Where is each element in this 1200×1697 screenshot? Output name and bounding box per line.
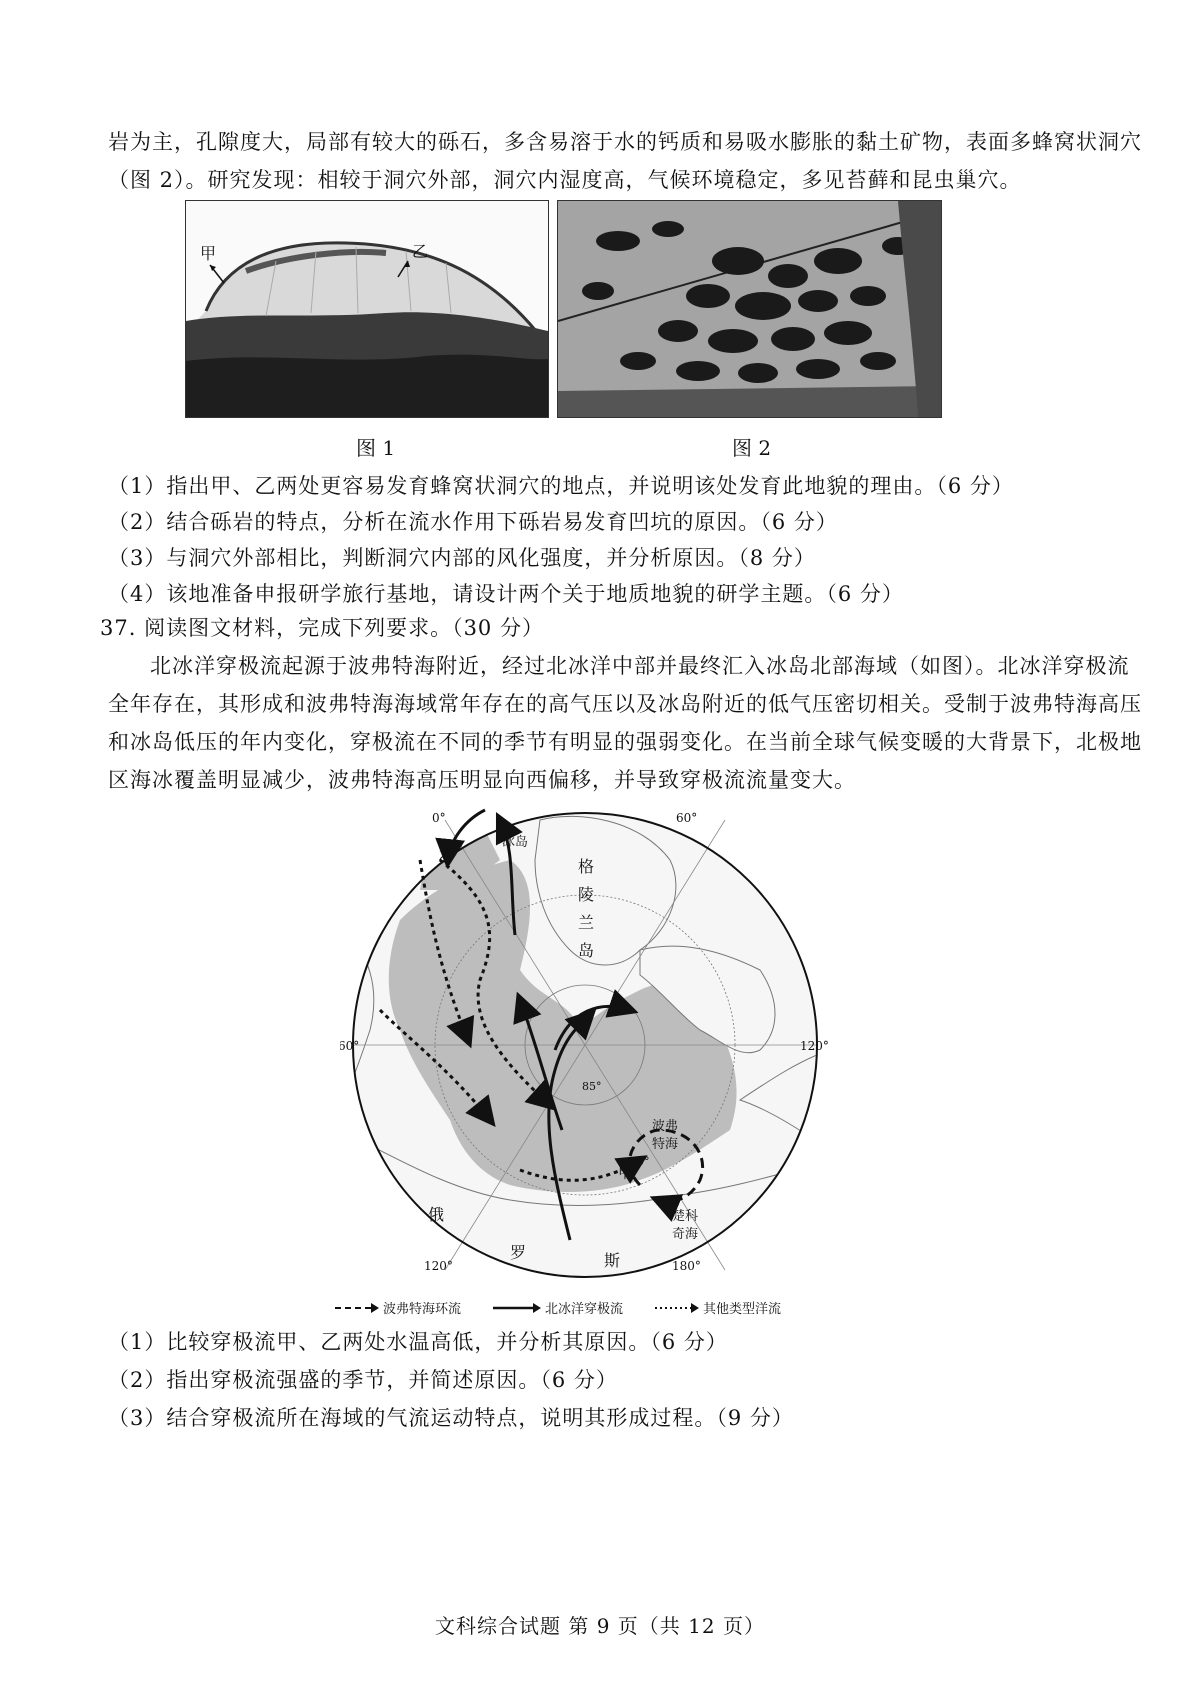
q36-item-3: （3）与洞穴外部相比，判断洞穴内部的风化强度，并分析原因。（8 分）	[108, 546, 816, 570]
map-label-lon-120e: 120°	[800, 1039, 829, 1053]
figure-1-label-jia: 甲	[200, 244, 217, 263]
figure-1-photo	[185, 200, 549, 418]
intro-line-1: 岩为主，孔隙度大，局部有较大的砾石，多含易溶于水的钙质和易吸水膨胀的黏土矿物，表面多蜂窝状洞穴	[108, 130, 1142, 154]
figure-1-rock-illustration	[186, 201, 548, 417]
figure-1-caption: 图 1	[356, 436, 396, 460]
q36-item-1: （1）指出甲、乙两处更容易发育蜂窝状洞穴的地点，并说明该处发育此地貌的理由。（6 分）	[108, 474, 1014, 498]
figure-2-photo	[557, 200, 942, 418]
map-label-greenland-2: 陵	[578, 885, 595, 904]
map-label-russia-3: 斯	[604, 1251, 621, 1270]
q37-material-line-3: 和冰岛低压的年内变化，穿极流在不同的季节有明显的强弱变化。在当前全球气候变暖的大背景下，北极地	[108, 730, 1142, 754]
legend-dashed-arrow-icon	[335, 1302, 379, 1314]
map-label-chukchi-2: 奇海	[672, 1227, 699, 1242]
map-label-lon-120w: 120°	[424, 1259, 453, 1273]
map-label-lat-85: 85°	[582, 1080, 602, 1093]
arctic-map	[340, 800, 830, 1290]
map-label-point-yi: 乙	[438, 850, 452, 866]
q36-item-4: （4）该地准备申报研学旅行基地，请设计两个关于地质地貌的研学主题。（6 分）	[108, 582, 904, 606]
q36-item-2: （2）结合砾岩的特点，分析在流水作用下砾岩易发育凹坑的原因。（6 分）	[108, 510, 838, 534]
q37-title: 37. 阅读图文材料，完成下列要求。（30 分）	[100, 616, 544, 640]
map-label-russia-2: 罗	[510, 1243, 527, 1262]
map-label-lat-75: 75°	[630, 1155, 650, 1168]
q37-item-2: （2）指出穿极流强盛的季节，并简述原因。（6 分）	[108, 1368, 618, 1392]
legend-beaufort-gyre	[335, 1298, 461, 1317]
arctic-map-svg	[340, 800, 830, 1290]
map-label-lon-60w: 60°	[340, 1039, 360, 1053]
legend-label-transpolar: 北冰洋穿极流	[545, 1302, 624, 1317]
map-label-beaufort-2: 特海	[652, 1137, 679, 1152]
figure-1-label-yi: 乙	[412, 242, 429, 261]
legend-label-beaufort: 波弗特海环流	[383, 1302, 462, 1317]
map-label-beaufort-1: 波弗	[652, 1119, 679, 1134]
map-label-greenland-3: 兰	[578, 913, 595, 932]
map-label-lon-60e: 60°	[676, 811, 698, 825]
q37-material-line-4: 区海冰覆盖明显减少，波弗特海高压明显向西偏移，并导致穿极流流量变大。	[108, 768, 856, 792]
q37-item-1: （1）比较穿极流甲、乙两处水温高低，并分析其原因。（6 分）	[108, 1330, 728, 1354]
q37-material-line-1: 北冰洋穿极流起源于波弗特海附近，经过北冰洋中部并最终汇入冰岛北部海域（如图）。北冰洋穿极流	[150, 654, 1130, 678]
page-footer: 文科综合试题 第 9 页（共 12 页）	[435, 1614, 765, 1638]
map-label-point-jia: 甲	[618, 1166, 632, 1182]
map-label-greenland-1: 格	[578, 857, 595, 876]
legend-transpolar-drift	[493, 1298, 623, 1317]
map-label-greenland-4: 岛	[578, 941, 595, 960]
map-label-russia-1: 俄	[428, 1205, 445, 1224]
legend-other-currents	[655, 1298, 781, 1317]
legend-dotted-arrow-icon	[655, 1302, 699, 1314]
figure-2-honeycomb-illustration	[558, 201, 941, 417]
legend-label-other: 其他类型洋流	[703, 1302, 782, 1317]
figure-2-caption: 图 2	[732, 436, 772, 460]
map-label-chukchi-1: 楚科	[672, 1209, 699, 1224]
intro-line-2: （图 2）。研究发现：相较于洞穴外部，洞穴内湿度高，气候环境稳定，多见苔藓和昆虫巢穴。	[108, 168, 1022, 192]
map-label-lon-0: 0°	[432, 811, 446, 825]
map-label-lon-180: 180°	[672, 1259, 701, 1273]
q37-item-3: （3）结合穿极流所在海域的气流运动特点，说明其形成过程。（9 分）	[108, 1406, 794, 1430]
map-label-iceland: 冰岛	[502, 835, 529, 850]
legend-solid-arrow-icon	[493, 1302, 541, 1314]
q37-material-line-2: 全年存在，其形成和波弗特海海域常年存在的高气压以及冰岛附近的低气压密切相关。受制于波弗特海高压	[108, 692, 1142, 716]
